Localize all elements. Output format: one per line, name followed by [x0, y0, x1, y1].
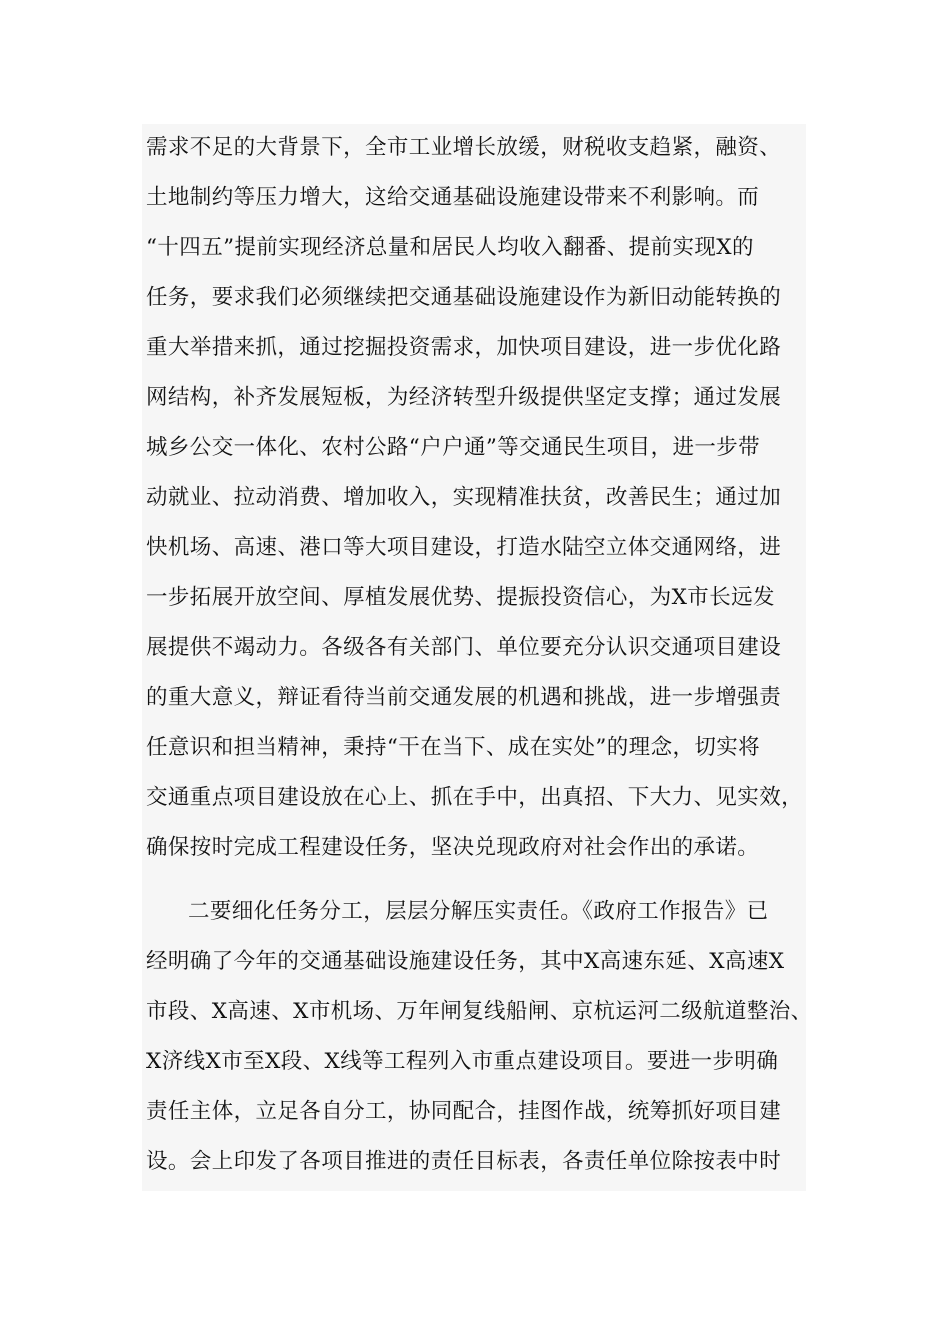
paragraph-1-line: 快机场、高速、港口等大项目建设，打造水陆空立体交通网络，进: [146, 535, 782, 560]
paragraph-2-line: 设。会上印发了各项目推进的责任目标表，各责任单位除按表中时: [146, 1149, 782, 1174]
paragraph-1-line: 任意识和担当精神，秉持“干在当下、成在实处”的理念，切实将: [146, 735, 761, 760]
paragraph-1-line: 一步拓展开放空间、厚植发展优势、提振投资信心，为X市长远发: [146, 585, 775, 610]
paragraph-1-line: 确保按时完成工程建设任务，坚决兑现政府对社会作出的承诺。: [146, 835, 760, 860]
paragraph-1-line: 展提供不竭动力。各级各有关部门、单位要充分认识交通项目建设: [146, 635, 782, 660]
paragraph-1-line: 重大举措来抓，通过挖掘投资需求，加快项目建设，进一步优化路: [146, 335, 782, 360]
paragraph-1-line: 动就业、拉动消费、增加收入，实现精准扶贫，改善民生；通过加: [146, 485, 782, 510]
paragraph-2-line: 经明确了今年的交通基础设施建设任务，其中X高速东延、X高速X: [146, 949, 785, 974]
body-text: [142, 124, 813, 1191]
paragraph-1-line: 任务，要求我们必须继续把交通基础设施建设作为新旧动能转换的: [146, 285, 782, 310]
paragraph-2-line: X济线X市至X段、X线等工程列入市重点建设项目。要进一步明确: [146, 1049, 779, 1074]
paragraph-2-line: 责任主体，立足各自分工，协同配合，挂图作战，统筹抓好项目建: [146, 1099, 782, 1124]
paragraph-1-line: 网结构，补齐发展短板，为经济转型升级提供坚定支撑；通过发展: [146, 385, 782, 410]
paragraph-2-line: 市段、X高速、X市机场、万年闸复线船闸、京杭运河二级航道整治、: [146, 999, 813, 1024]
paragraph-1-line: 城乡公交一体化、农村公路“户户通”等交通民生项目，进一步带: [146, 435, 761, 460]
paragraph-1-line: 土地制约等压力增大，这给交通基础设施建设带来不利影响。而: [146, 185, 760, 210]
paragraph-2-line: 二要细化任务分工，层层分解压实责任。《政府工作报告》已: [188, 899, 769, 924]
paragraph-1-line: 需求不足的大背景下，全市工业增长放缓，财税收支趋紧，融资、: [146, 135, 782, 160]
paragraph-1-line: 的重大意义，辩证看待当前交通发展的机遇和挑战，进一步增强责: [146, 685, 782, 710]
paragraph-1-line: 交通重点项目建设放在心上、抓在手中，出真招、下大力、见实效，: [146, 785, 804, 810]
paragraph-1-line: “十四五”提前实现经济总量和居民人均收入翻番、提前实现X的: [146, 235, 754, 260]
